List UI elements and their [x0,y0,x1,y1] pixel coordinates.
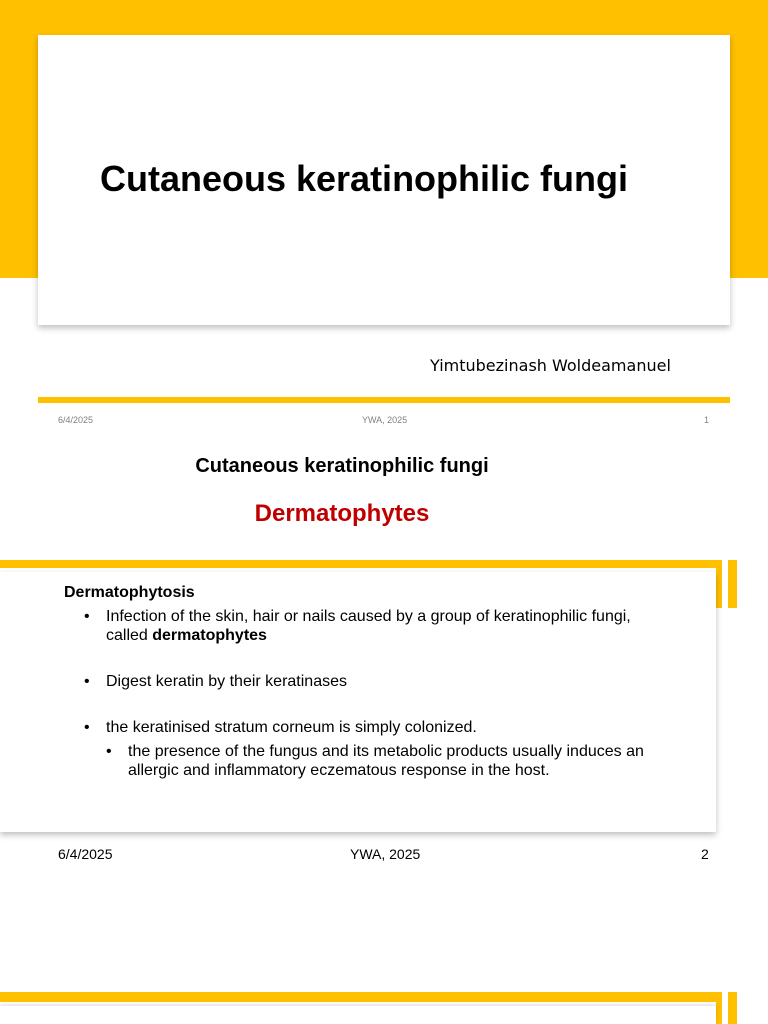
slide2-top-accent-bar [0,560,720,568]
slide1-footer-page: 1 [704,415,710,425]
list-item: • Infection of the skin, hair or nails caused by a group of keratinophilic fungi, called dermatophytes [84,608,631,644]
slide3-content-card [0,1006,716,1024]
slide3-top-accent-bar [0,992,720,1002]
slide2-accent-stripe [716,560,722,608]
slide2-heading: Dermatophytosis [64,584,195,601]
slide2-footer-date: 6/4/2025 [58,846,113,862]
bullet-dot-icon: • [84,673,90,690]
slide1-title: Cutaneous keratinophilic fungi [99,158,629,199]
slide1-footer-center: YWA, 2025 [362,415,408,425]
slide2-title: Cutaneous keratinophilic fungi [195,455,489,477]
slide1-author: Yimtubezinash Woldeamanuel [430,356,671,375]
slide3-accent-stripe [716,992,722,1024]
list-item: • Digest keratin by their keratinases [84,673,347,690]
slide3-accent-stripe [728,992,737,1024]
bullet-dot-icon: • [106,743,112,760]
slide1-footer-date: 6/4/2025 [58,415,94,425]
slide2-subtitle: Dermatophytes [254,500,430,527]
slide2-footer-center: YWA, 2025 [350,846,421,862]
slide2-accent-stripe [728,560,737,608]
bullet-dot-icon: • [84,608,90,625]
slide1-footer-rule [38,397,730,403]
list-item: • the keratinised stratum corneum is simply colonized. [84,719,477,736]
list-item: • the presence of the fungus and its metabolic products usually induces an allergic and inflammatory eczematous response in the host. [106,743,644,779]
bullet-dot-icon: • [84,719,90,736]
slide2-footer-page: 2 [701,846,709,862]
